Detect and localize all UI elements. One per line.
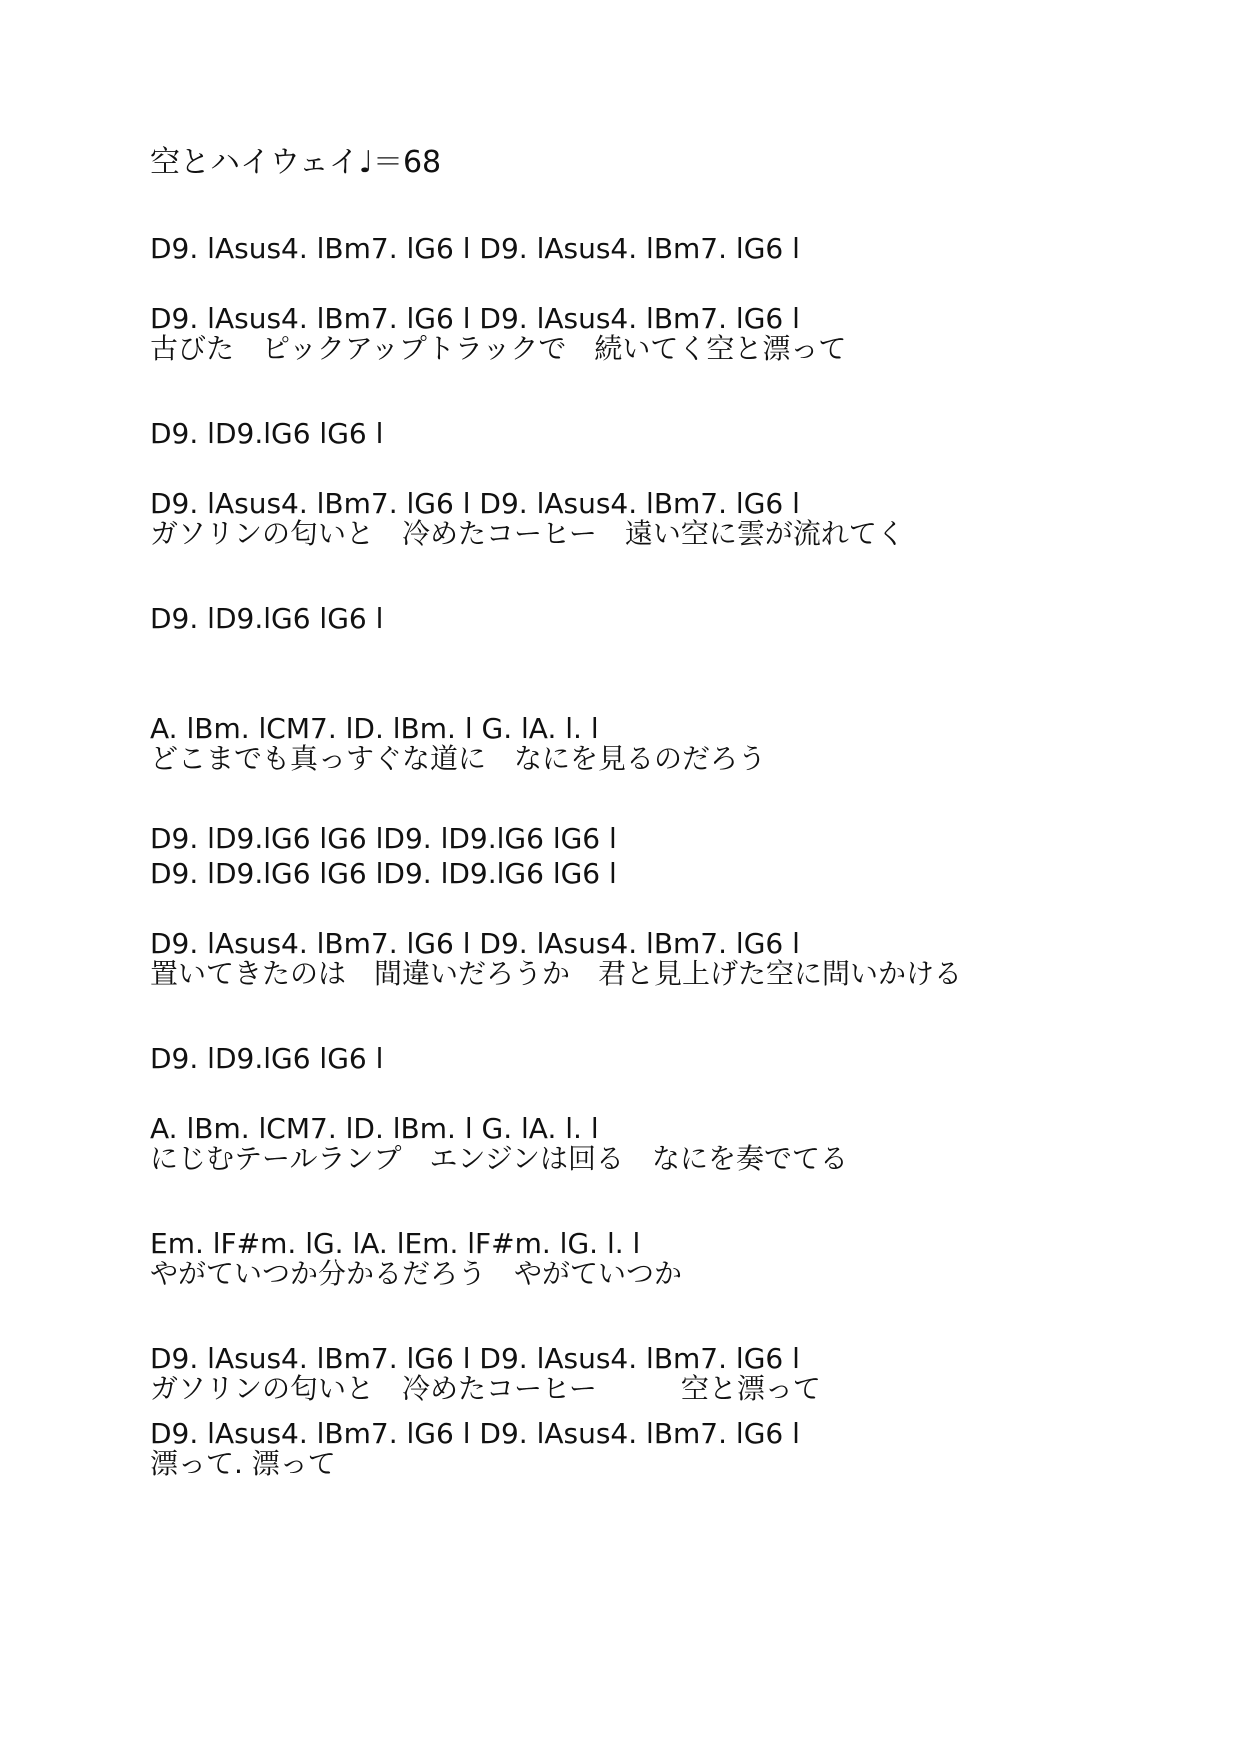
chord-line: D9. lAsus4. lBm7. lG6 l D9. lAsus4. lBm7. lG6 l xyxy=(150,487,800,520)
chord-line: D9. lAsus4. lBm7. lG6 l D9. lAsus4. lBm7. lG6 l xyxy=(150,927,800,960)
lyric-line: やがていつか分かるだろう やがていつか xyxy=(150,1257,683,1290)
chord-line: D9. lAsus4. lBm7. lG6 l D9. lAsus4. lBm7. lG6 l xyxy=(150,1342,800,1375)
lyric-line: 古びた ピックアップトラックで 続いてく空と漂って xyxy=(150,332,847,365)
lyric-line: ガソリンの匂いと 冷めたコーヒー 空と漂って xyxy=(150,1372,821,1405)
chord-line: D9. lAsus4. lBm7. lG6 l D9. lAsus4. lBm7. lG6 l xyxy=(150,1417,800,1450)
chord-line: D9. lD9.lG6 lG6 lD9. lD9.lG6 lG6 l xyxy=(150,822,617,855)
chord-line: D9. lD9.lG6 lG6 l xyxy=(150,602,384,635)
chord-line: D9. lAsus4. lBm7. lG6 l D9. lAsus4. lBm7. lG6 l xyxy=(150,302,800,335)
chord-line: Em. lF#m. lG. lA. lEm. lF#m. lG. l. l xyxy=(150,1227,641,1260)
chord-line: D9. lAsus4. lBm7. lG6 l D9. lAsus4. lBm7. lG6 l xyxy=(150,232,800,265)
lyric-line: 置いてきたのは 間違いだろうか 君と見上げた空に問いかける xyxy=(150,957,963,990)
lyric-line: 漂って. 漂って xyxy=(150,1447,336,1480)
lyric-line: にじむテールランプ エンジンは回る なにを奏でてる xyxy=(150,1142,849,1175)
lyric-line: ガソリンの匂いと 冷めたコーヒー 遠い空に雲が流れてく xyxy=(150,517,905,550)
song-title: 空とハイウェイ♩＝68 xyxy=(150,145,442,180)
chord-line: D9. lD9.lG6 lG6 l xyxy=(150,417,384,450)
chord-line: A. lBm. lCM7. lD. lBm. l G. lA. l. l xyxy=(150,1112,599,1145)
lyric-line: どこまでも真っすぐな道に なにを見るのだろう xyxy=(150,742,767,775)
chord-line: D9. lD9.lG6 lG6 lD9. lD9.lG6 lG6 l xyxy=(150,857,617,890)
chord-line: D9. lD9.lG6 lG6 l xyxy=(150,1042,384,1075)
chord-line: A. lBm. lCM7. lD. lBm. l G. lA. l. l xyxy=(150,712,599,745)
